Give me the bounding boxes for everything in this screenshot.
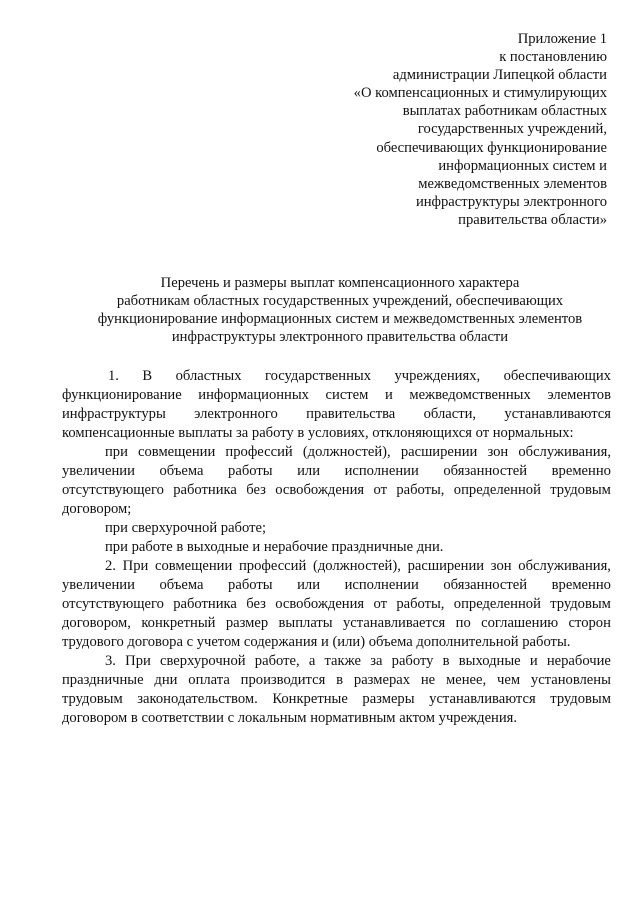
word: праздничные	[62, 672, 144, 688]
word: конкретный	[141, 615, 216, 631]
word: учреждениях,	[394, 368, 481, 384]
word: не	[420, 672, 436, 688]
word: отсутствующего	[62, 482, 164, 498]
word: размер	[225, 615, 269, 631]
justified-line	[62, 405, 611, 424]
word: обязанностей	[443, 463, 528, 479]
word: устанавливаются	[429, 691, 536, 707]
word: оплата	[188, 672, 230, 688]
word: трудовым	[550, 482, 611, 498]
list-item-overtime	[62, 519, 611, 538]
word: профессий	[225, 444, 293, 460]
word: обслуживания,	[518, 558, 611, 574]
word: трудовым	[62, 691, 123, 707]
word: зон	[487, 444, 509, 460]
word: работы,	[396, 596, 445, 612]
word: объема	[159, 577, 204, 593]
word: (должностей),	[312, 558, 401, 574]
word: инфраструктуры	[62, 406, 166, 422]
title-line: Перечень и размеры выплат компенсационного характера	[160, 275, 520, 291]
paragraph-1	[62, 367, 611, 443]
word: функционирование	[62, 387, 182, 403]
word: законодательством.	[137, 691, 258, 707]
word: В	[142, 368, 153, 384]
word: или	[297, 577, 321, 593]
word: работу	[391, 653, 434, 669]
title-line: инфраструктуры электронного правительства области	[171, 329, 509, 345]
word: работника	[173, 482, 237, 498]
word: отсутствующего	[62, 596, 164, 612]
word: При	[122, 558, 149, 574]
justified-line	[62, 576, 611, 595]
word: государственных	[264, 368, 371, 384]
word: информационных	[198, 387, 309, 403]
justified-line	[62, 671, 611, 690]
paragraph-line: договором в соответствии с локальным нормативным актом учреждения.	[62, 710, 518, 726]
justified-line	[62, 690, 611, 709]
list-item-combining-duties	[62, 443, 611, 519]
appendix-line: информационных систем и	[438, 157, 607, 174]
word: области,	[423, 406, 477, 422]
justified-line	[62, 443, 611, 462]
word: 2.	[105, 558, 116, 574]
word: и	[529, 653, 538, 669]
appendix-line: администрации Липецкой области	[392, 67, 607, 84]
word: от	[373, 596, 387, 612]
word: работы	[228, 463, 273, 479]
appendix-line: государственных учреждений,	[417, 121, 607, 138]
word: элементов	[547, 387, 611, 403]
paragraph-2	[62, 557, 611, 652]
word: по	[455, 615, 471, 631]
word: исполнении	[344, 577, 419, 593]
word: увеличении	[62, 577, 135, 593]
word: совмещении	[155, 558, 233, 574]
word: увеличении	[62, 463, 135, 479]
word: временно	[551, 463, 611, 479]
paragraph-line: договором;	[62, 501, 132, 517]
word: за	[370, 653, 383, 669]
word: размерах	[353, 672, 411, 688]
word: (должностей),	[302, 444, 391, 460]
word: при	[105, 444, 128, 460]
word: 1.	[108, 368, 119, 384]
word: определенной	[453, 482, 541, 498]
document-body	[62, 367, 611, 728]
paragraph-line: при работе в выходные и нерабочие праздничные дни.	[105, 539, 444, 555]
word: расширении	[400, 444, 478, 460]
appendix-line: Приложение 1	[517, 31, 607, 47]
word: Конкретные	[272, 691, 348, 707]
word: менее,	[446, 672, 487, 688]
word: временно	[551, 577, 611, 593]
word: без	[246, 482, 266, 498]
justified-line	[62, 595, 611, 614]
word: выплаты	[278, 615, 333, 631]
word: дни	[154, 672, 178, 688]
document-title	[60, 274, 620, 346]
appendix-line: обеспечивающих функционирование	[376, 139, 607, 156]
word: трудовым	[550, 691, 611, 707]
word: а	[308, 653, 316, 669]
word: размеры	[362, 691, 415, 707]
word: исполнении	[344, 463, 419, 479]
appendix-line: к постановлению	[499, 49, 607, 66]
paragraph-line: компенсационные выплаты за работу в условиях, отклоняющихся от нормальных:	[62, 425, 574, 441]
word: профессий	[239, 558, 307, 574]
appendix-line: «О компенсационных и стимулирующих	[353, 85, 607, 102]
justified-line	[62, 367, 611, 386]
appendix-line: выплатах работникам областных	[402, 103, 607, 120]
word: установлены	[530, 672, 611, 688]
word: систем	[325, 387, 369, 403]
word: производится	[240, 672, 326, 688]
word: освобождения	[275, 596, 365, 612]
word: трудовым	[550, 596, 611, 612]
word: правительства	[306, 406, 396, 422]
word: устанавливаются	[504, 406, 611, 422]
word: определенной	[453, 596, 541, 612]
justified-line	[62, 652, 611, 671]
justified-line	[62, 481, 611, 500]
word: или	[297, 463, 321, 479]
title-line: функционирование информационных систем и межведомственных элементов	[97, 311, 583, 327]
word: работы	[228, 577, 273, 593]
word: также	[324, 653, 361, 669]
justified-line	[62, 614, 611, 633]
appendix-line: правительства области»	[458, 211, 607, 228]
paragraph-3	[62, 652, 611, 728]
word: выходные	[458, 653, 521, 669]
word: нерабочие	[546, 653, 611, 669]
word: освобождения	[275, 482, 365, 498]
word: работы,	[396, 482, 445, 498]
word: областных	[175, 368, 242, 384]
word: работника	[173, 596, 237, 612]
word: совмещении	[138, 444, 216, 460]
word: в	[336, 672, 344, 688]
word: устанавливается	[342, 615, 446, 631]
word: сверхурочной	[160, 653, 246, 669]
word: При	[125, 653, 151, 669]
list-item-holidays	[62, 538, 611, 557]
word: и	[384, 387, 393, 403]
word: расширении	[407, 558, 485, 574]
word: зон	[490, 558, 512, 574]
word: межведомственных	[409, 387, 531, 403]
word: соглашению	[481, 615, 559, 631]
word: в	[442, 653, 450, 669]
word: 3.	[105, 653, 116, 669]
word: чем	[497, 672, 521, 688]
appendix-header	[277, 30, 607, 229]
appendix-line: инфраструктуры электронного	[415, 193, 607, 210]
word: без	[246, 596, 266, 612]
word: сторон	[568, 615, 611, 631]
justified-line	[62, 462, 611, 481]
word: обеспечивающих	[503, 368, 611, 384]
word: договором,	[62, 615, 131, 631]
word: от	[373, 482, 387, 498]
word: обязанностей	[443, 577, 528, 593]
paragraph-line: трудового договора с учетом содержания и (или) объема дополнительной работы.	[62, 634, 571, 650]
justified-line	[62, 386, 611, 405]
word: обслуживания,	[518, 444, 611, 460]
word: электронного	[194, 406, 278, 422]
word: работе,	[254, 653, 300, 669]
justified-line	[62, 557, 611, 576]
title-line: работникам областных государственных учреждений, обеспечивающих	[116, 293, 564, 309]
paragraph-line: при сверхурочной работе;	[105, 520, 266, 536]
appendix-line: межведомственных элементов	[418, 175, 607, 192]
word: объема	[159, 463, 204, 479]
